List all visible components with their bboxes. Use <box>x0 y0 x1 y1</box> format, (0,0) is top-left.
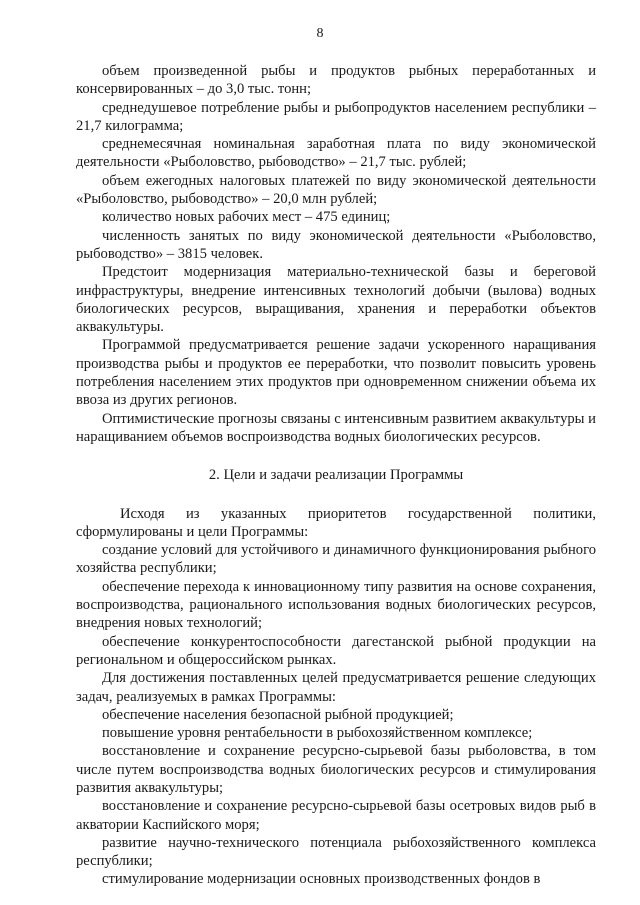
paragraph: восстановление и сохранение ресурсно-сырьевой базы осетровых видов рыб в акватории Каспийского моря; <box>76 798 596 833</box>
paragraph: Исходя из указанных приоритетов государственной политики, сформулированы и цели Программы: <box>76 505 596 540</box>
paragraph: восстановление и сохранение ресурсно-сырьевой базы рыболовства, в том числе путем воспроизводства водных биологических ресурсов и стимулирования развития аквакультуры; <box>76 743 596 796</box>
paragraph: повышение уровня рентабельности в рыбохозяйственном комплексе; <box>102 725 533 742</box>
paragraph: объем ежегодных налоговых платежей по виду экономической деятельности «Рыболовство, рыбоводство» – 20,0 млн рублей; <box>76 172 596 208</box>
paragraph: численность занятых по виду экономической деятельности «Рыболовство, рыбоводство» – 3815 человек. <box>76 227 596 262</box>
page-number: 8 <box>316 26 324 41</box>
paragraph: количество новых рабочих мест – 475 единиц; <box>102 209 391 226</box>
paragraph: Оптимистические прогнозы связаны с интенсивным развитием аквакультуры и наращиванием объемов воспроизводства водных биологических ресурсов. <box>76 410 596 445</box>
paragraph: Программой предусматривается решение задачи ускоренного наращивания производства рыбы и продуктов ее переработки, что позволит повысить уровень потребления населением этих продуктов при одновременном снижении объема их ввоза из других регионов. <box>76 337 596 409</box>
section-heading: 2. Цели и задачи реализации Программы <box>208 467 464 484</box>
paragraph: Для достижения поставленных целей предусматривается решение следующих задач, реализуемых в рамках Программы: <box>76 670 596 705</box>
paragraph: среднемесячная номинальная заработная плата по виду экономической деятельности «Рыболовство, рыбоводство» – 21,7 тыс. рублей; <box>76 136 596 171</box>
paragraph: обеспечение перехода к инновационному типу развития на основе сохранения, воспроизводства, рационального использования водных биологических ресурсов, внедрения новых технологий; <box>76 578 596 632</box>
paragraph: объем произведенной рыбы и продуктов рыбных переработанных и консервированных – до 3,0 тыс. тонн; <box>76 63 596 98</box>
page-body <box>76 62 596 889</box>
paragraph: обеспечение конкурентоспособности дагестанской рыбной продукции на региональном и общероссийском рынках. <box>76 633 596 668</box>
paragraph: развитие научно-технического потенциала рыбохозяйственного комплекса республики; <box>76 834 596 870</box>
paragraph: среднедушевое потребление рыбы и рыбопродуктов населением республики – 21,7 килограмма; <box>76 99 596 134</box>
paragraph: стимулирование модернизации основных производственных фондов в <box>102 871 541 888</box>
paragraph: Предстоит модернизация материально-технической базы и береговой инфраструктуры, внедрение интенсивных технологий добычи (вылова) водных биологических ресурсов, выращивания, хранения и переработки объектов аквакультуры. <box>76 264 596 336</box>
paragraph: обеспечение населения безопасной рыбной продукцией; <box>102 706 454 723</box>
paragraph: создание условий для устойчивого и динамичного функционирования рыбного хозяйства республики; <box>76 542 596 577</box>
